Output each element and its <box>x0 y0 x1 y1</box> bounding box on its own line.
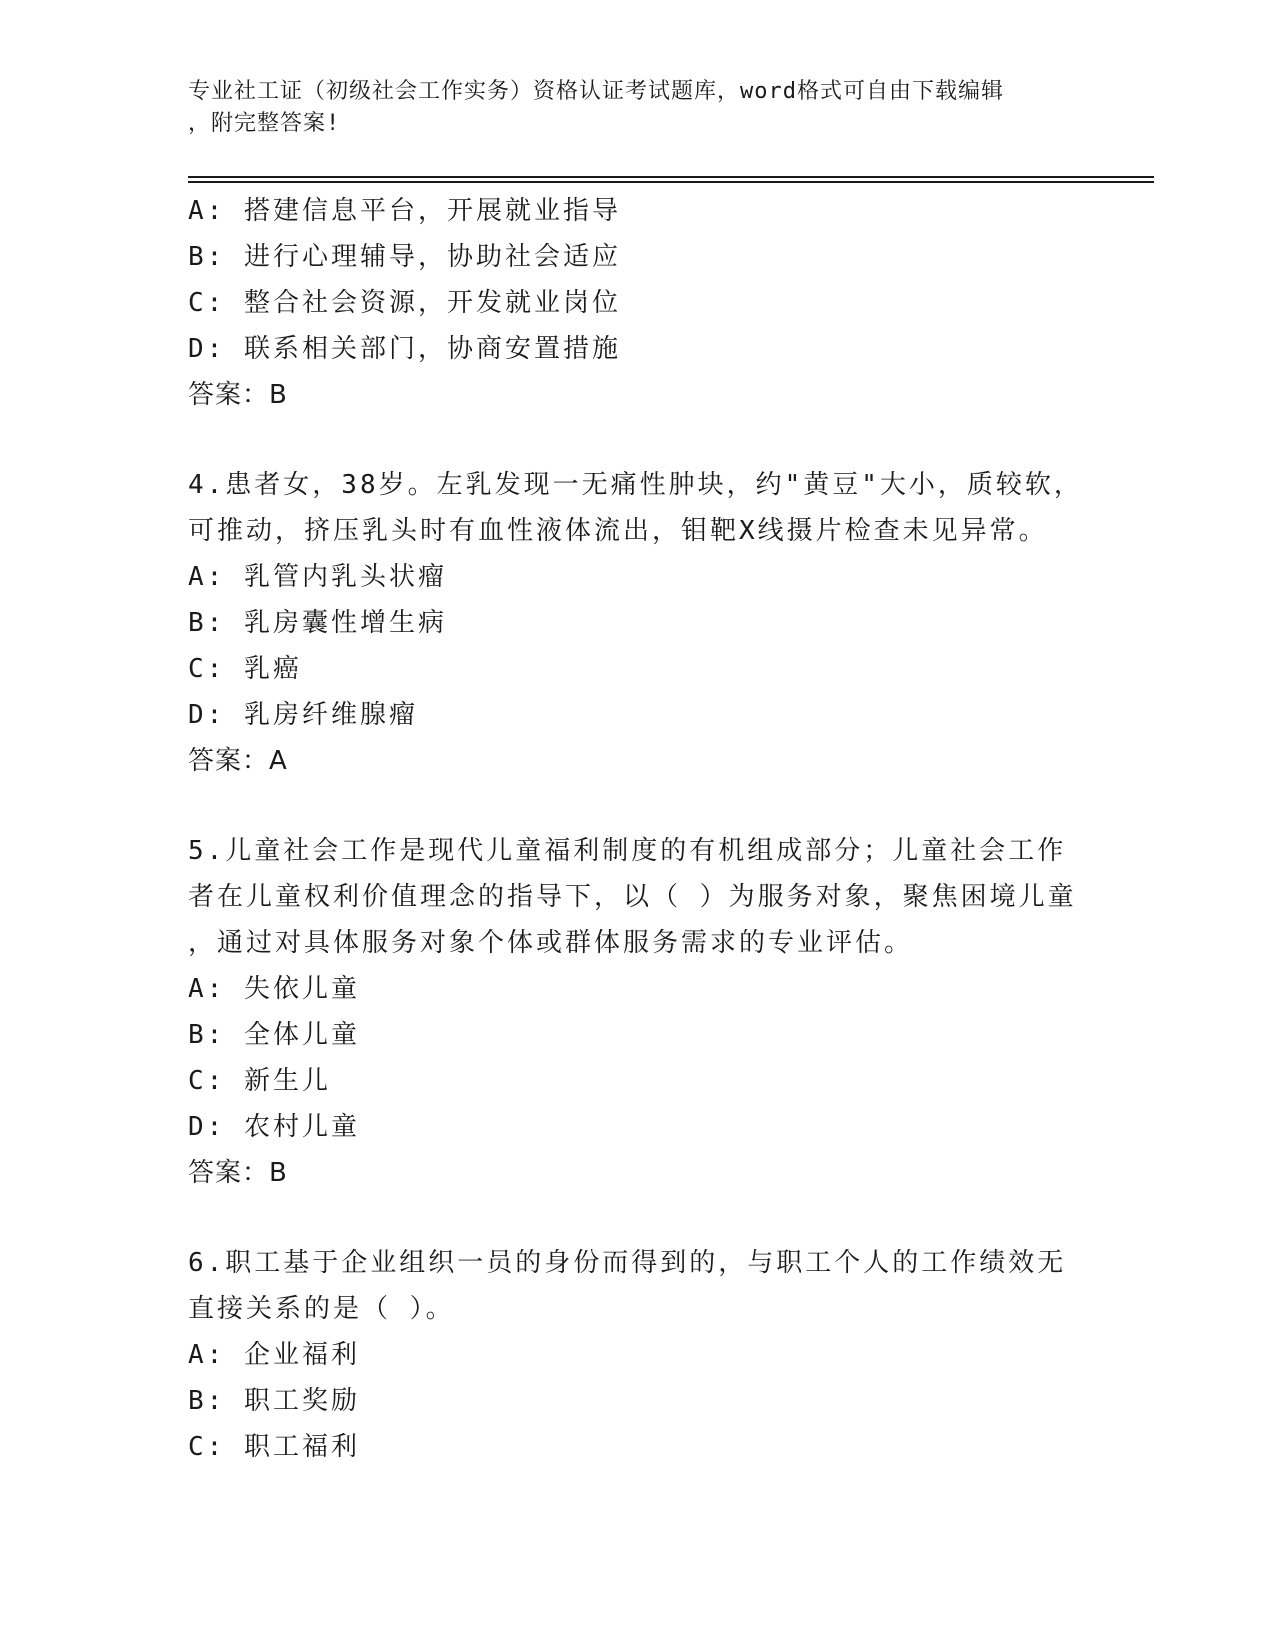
question-text-line-1: 4.患者女，38岁。左乳发现一无痛性肿块，约"黄豆"大小，质较软， <box>188 470 1083 500</box>
header-rule-top <box>188 176 1154 178</box>
question-3 <box>188 188 1088 418</box>
answer: 答案：B <box>188 1158 288 1188</box>
document-body <box>188 188 1088 1470</box>
spacer <box>188 1196 1088 1240</box>
document-header <box>188 76 1078 140</box>
option-c: C: 职工福利 <box>188 1432 360 1462</box>
option-b: B: 乳房囊性增生病 <box>188 608 447 638</box>
question-text-line-2: 直接关系的是（ ）。 <box>188 1294 455 1324</box>
answer: 答案：B <box>188 380 288 410</box>
question-4 <box>188 462 1088 784</box>
question-6 <box>188 1240 1088 1470</box>
answer: 答案：A <box>188 746 288 776</box>
question-text-line-2: 者在儿童权利价值理念的指导下，以（ ）为服务对象，聚焦困境儿童 <box>188 882 1077 912</box>
option-b: B: 职工奖励 <box>188 1386 360 1416</box>
spacer <box>188 784 1088 828</box>
spacer <box>188 418 1088 462</box>
header-rule-bottom <box>188 181 1154 183</box>
question-5 <box>188 828 1088 1196</box>
option-a: A: 企业福利 <box>188 1340 360 1370</box>
option-d: D: 乳房纤维腺瘤 <box>188 700 418 730</box>
header-line-2: ，附完整答案! <box>188 111 341 136</box>
option-a: A: 失依儿童 <box>188 974 360 1004</box>
option-b: B: 全体儿童 <box>188 1020 360 1050</box>
option-b: B: 进行心理辅导，协助社会适应 <box>188 242 621 272</box>
option-d: D: 农村儿童 <box>188 1112 360 1142</box>
header-line-1: 专业社工证（初级社会工作实务）资格认证考试题库，word格式可自由下载编辑 <box>188 79 1004 104</box>
question-text-line-1: 5.儿童社会工作是现代儿童福利制度的有机组成部分；儿童社会工作 <box>188 836 1067 866</box>
option-d: D: 联系相关部门，协商安置措施 <box>188 334 621 364</box>
option-a: A: 乳管内乳头状瘤 <box>188 562 447 592</box>
option-c: C: 整合社会资源，开发就业岗位 <box>188 288 621 318</box>
option-a: A: 搭建信息平台，开展就业指导 <box>188 196 621 226</box>
question-text-line-3: ，通过对具体服务对象个体或群体服务需求的专业评估。 <box>188 928 914 958</box>
question-text-line-2: 可推动，挤压乳头时有血性液体流出，钼靶X线摄片检查未见异常。 <box>188 516 1048 546</box>
question-text-line-1: 6.职工基于企业组织一员的身份而得到的，与职工个人的工作绩效无 <box>188 1248 1067 1278</box>
option-c: C: 乳癌 <box>188 654 302 684</box>
option-c: C: 新生儿 <box>188 1066 331 1096</box>
